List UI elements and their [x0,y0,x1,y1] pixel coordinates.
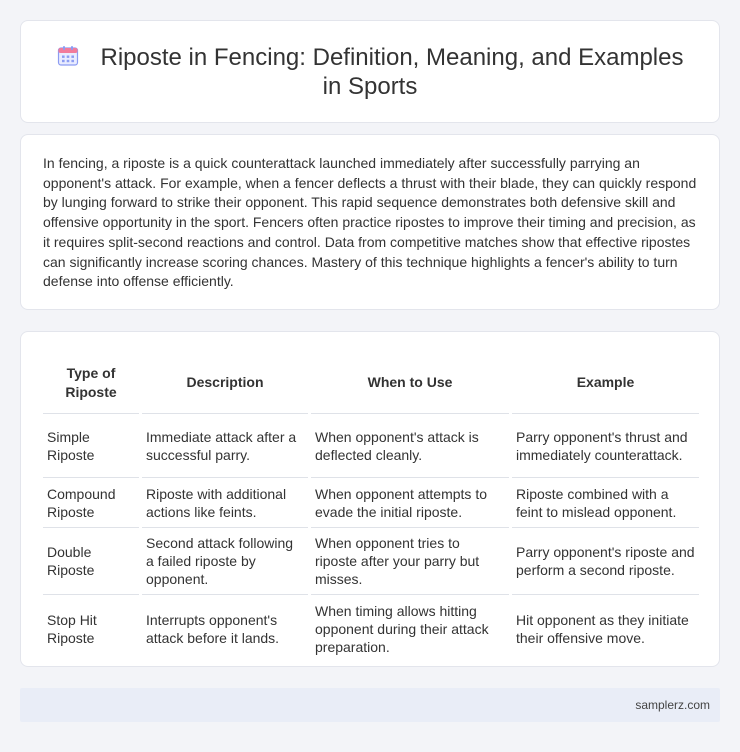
cell-description: Immediate attack after a successful parry. [142,414,308,478]
cell-when-to-use: When opponent's attack is deflected cleanly. [311,414,509,478]
table-header-row [43,352,699,414]
riposte-table [40,352,702,662]
cell-type: Compound Riposte [43,478,139,528]
table-row [43,595,699,662]
page-title [50,43,690,101]
cell-description: Riposte with additional actions like feints. [142,478,308,528]
cell-type: Simple Riposte [43,414,139,478]
table-row [43,528,699,595]
intro-card [20,134,720,310]
table-card [20,331,720,667]
cell-when-to-use: When opponent tries to riposte after your parry but misses. [311,528,509,595]
cell-description: Interrupts opponent's attack before it lands. [146,611,280,646]
page-title-text: Riposte in Fencing: Definition, Meaning, and Examples in Sports [100,43,684,100]
cell-example: Parry opponent's riposte and perform a second riposte. [512,528,699,595]
intro-paragraph: In fencing, a riposte is a quick counterattack launched immediately after successfully parrying an opponent's attack. For example, when a fencer deflects a thrust with their blade, they can quickly respond by lunging forward to strike their opponent. This rapid sequence demonstrates both defensive skill and offensive opportunity in the sport. Fencers often practice ripostes to improve their timing and precision, as it requires split-second reactions and control. Data from competitive matches show that effective ripostes can significantly increase scoring chances. Mastery of this technique highlights a fencer's ability to turn defense into offense efficiently. [43,155,697,290]
header-type: Type of Riposte [43,352,139,414]
cell-example: Riposte combined with a feint to mislead opponent. [512,478,699,528]
table-row [43,478,699,528]
header-when-to-use: When to Use [311,352,509,414]
header-description: Description [142,352,308,414]
calendar-icon [57,45,79,67]
footer-site-link[interactable]: samplerz.com [635,698,710,712]
table-row [43,414,699,478]
cell-when-to-use: When timing allows hitting opponent during their attack preparation. [315,602,489,655]
cell-type: Stop Hit Riposte [47,611,97,646]
title-card [20,20,720,123]
cell-description: Second attack following a failed riposte by opponent. [142,528,308,595]
cell-when-to-use: When opponent attempts to evade the initial riposte. [311,478,509,528]
cell-example: Hit opponent as they initiate their offensive move. [516,611,689,646]
cell-type: Double Riposte [43,528,139,595]
header-example: Example [512,352,699,414]
cell-example: Parry opponent's thrust and immediately counterattack. [512,414,699,478]
footer [20,688,720,722]
